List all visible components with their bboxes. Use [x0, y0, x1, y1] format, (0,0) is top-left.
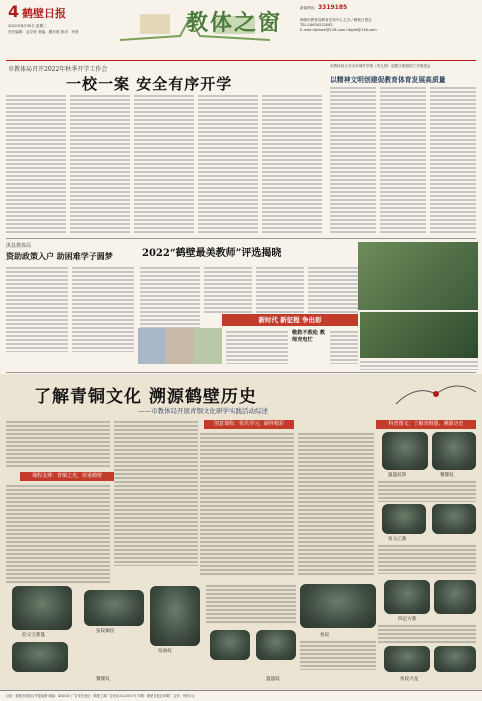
contact-line-1: 鹤壁市教育局教育宣传中心主办 / 鹤壁日报社: [300, 18, 372, 22]
left-story: [6, 242, 134, 354]
caption-7: 鱼纹: [320, 633, 330, 638]
caption-8: 四足方鼎: [398, 617, 417, 622]
right-story: [330, 64, 478, 236]
bronze-vessel-image-3: [382, 504, 426, 534]
bronze-vessel-image-4: [432, 504, 476, 534]
feature-box-2-title: 创意课程：快乐学习，刷样精彩: [204, 420, 294, 429]
footer: [0, 690, 482, 701]
contact-line-2: TEL:18639222082: [300, 23, 333, 27]
bronze-vessel-image-14: [384, 646, 430, 672]
bronze-vessel-image-13: [434, 580, 476, 614]
rule-horizontal-1: [6, 238, 476, 239]
right-story-headline: 以精神文明创建促教育体育发展高质量: [330, 76, 446, 84]
bronze-vessel-image-12: [384, 580, 430, 614]
caption-3: 鱼父乙鼎: [388, 537, 407, 542]
feature-headline: 了解青铜文化 溯源鹤壁历史: [34, 387, 257, 407]
feature-col-1-top: [6, 420, 110, 468]
feature-col-5-text-2: [378, 544, 476, 574]
feature-lower-text-1: [206, 584, 296, 624]
feature-col-1-body: [6, 484, 110, 584]
bronze-vessel-image-2: [432, 432, 476, 470]
feature-col-5-text-1: [378, 480, 476, 502]
masthead: [0, 0, 482, 62]
caption-2: 饕餮纹: [440, 473, 454, 478]
feature-col-4-body: [298, 432, 374, 576]
feature-subhead: ——市教体局开展青铜文化研学实践活动综述: [138, 407, 268, 415]
hotline-number: 3319185: [317, 4, 348, 11]
hotline: [300, 6, 475, 11]
masthead-rule: [6, 60, 476, 61]
teacher-photo-collage: [138, 328, 222, 364]
caption-1: 簋簋纹饰: [388, 473, 407, 478]
section-title: 教体之窗: [186, 10, 283, 36]
top-story-body-col-4: [198, 94, 258, 234]
feature-box-1-title: 课程支撑：青铜之光，厚重鹤壁: [20, 472, 114, 481]
crane-decoration: [386, 374, 482, 414]
middle-story-body-col-4: [226, 330, 288, 364]
rule-horizontal-2: [6, 372, 476, 373]
feature-lower-text-2: [300, 640, 376, 670]
feature-col-2-body: [114, 420, 198, 566]
feature-section: [0, 374, 482, 690]
middle-story-body-col-3: [308, 266, 358, 314]
side-note-headline: 敬救不救松 教师充电忙: [292, 330, 325, 343]
right-story-body-col-2: [380, 86, 426, 234]
brand-name: 鹤壁日报: [22, 7, 66, 20]
editor-line: 责任编辑：孟京欣 美编：魏东明 校对：李萱: [8, 30, 79, 34]
top-story-kicker: 市教体局召开2022年秋季开学工作会: [8, 66, 108, 73]
feature-box-3-title: 科普图文：了解青铜器，溯源历史: [376, 420, 476, 429]
feature-col-3-body: [200, 432, 294, 576]
top-story-body-col-3: [134, 94, 194, 234]
photo-caption: [360, 360, 478, 370]
side-note-body: [330, 330, 358, 364]
page-number: 4: [8, 2, 20, 21]
top-story-body-col-1: [6, 94, 66, 234]
middle-story-body-col-2: [256, 266, 304, 314]
bronze-vessel-image-9: [210, 630, 250, 660]
top-story-body-col-5: [262, 94, 322, 234]
date-line: 2022年8月30日 星期二: [8, 24, 47, 28]
right-story-kicker: 市教体局召开全市城乡学校（幼儿园）创建文明校园工作推进会: [330, 64, 431, 68]
bronze-vessel-image-5: [12, 586, 72, 630]
right-story-body-col-1: [330, 86, 376, 234]
caption-4: 伯父宝鼎簋: [22, 633, 45, 638]
hotline-label: 新闻热线：: [300, 6, 318, 10]
bottom-caption-3: 鱼纹兴龙: [400, 677, 419, 682]
footer-text: 社址：鹤壁市淇滨区华夏南路 邮编：458030 广告发布登记：鹤壁工商广告登记2022001号 印刷：鹤壁日报社印刷厂 定价：每份1元: [6, 694, 195, 698]
bronze-vessel-image-7: [84, 590, 144, 626]
bottom-caption-1: 饕餮纹: [96, 677, 110, 682]
top-story-body-col-2: [70, 94, 130, 234]
bronze-vessel-image-11: [300, 584, 376, 628]
classroom-photo-1: [358, 242, 478, 310]
banner: [222, 314, 358, 326]
military-training-photo: [360, 312, 478, 358]
left-story-headline: 资助政策入户 助困难学子圆梦: [6, 251, 113, 261]
bronze-vessel-image-8: [150, 586, 200, 646]
right-story-body-col-3: [430, 86, 476, 234]
feature-col-5-text-3: [378, 624, 476, 644]
left-story-body-col-1: [6, 266, 68, 352]
middle-story-headline: 2022“鹤壁最美教师”评选揭晓: [142, 248, 282, 259]
top-story-headline: 一校一案 安全有序开学: [66, 75, 233, 93]
banner-text: 新时代 新征程 争出彩: [258, 316, 322, 324]
bronze-vessel-image-10: [256, 630, 296, 660]
bronze-vessel-image-15: [434, 646, 476, 672]
top-story: [6, 64, 324, 236]
left-story-body-col-2: [72, 266, 134, 352]
contact-line-3: E-mail:hbrbwh@126.com hbjylb@126.com: [300, 28, 377, 32]
bronze-vessel-image-6: [12, 642, 68, 672]
left-story-kicker: 淇县教体局: [6, 243, 32, 249]
caption-5: 弦纹铜卣: [96, 629, 115, 634]
middle-story-body-col-1: [204, 266, 252, 314]
caption-6: 窃曲纹: [158, 649, 172, 654]
bronze-vessel-image-1: [382, 432, 428, 470]
bottom-caption-2: 簋簋纹: [266, 677, 280, 682]
